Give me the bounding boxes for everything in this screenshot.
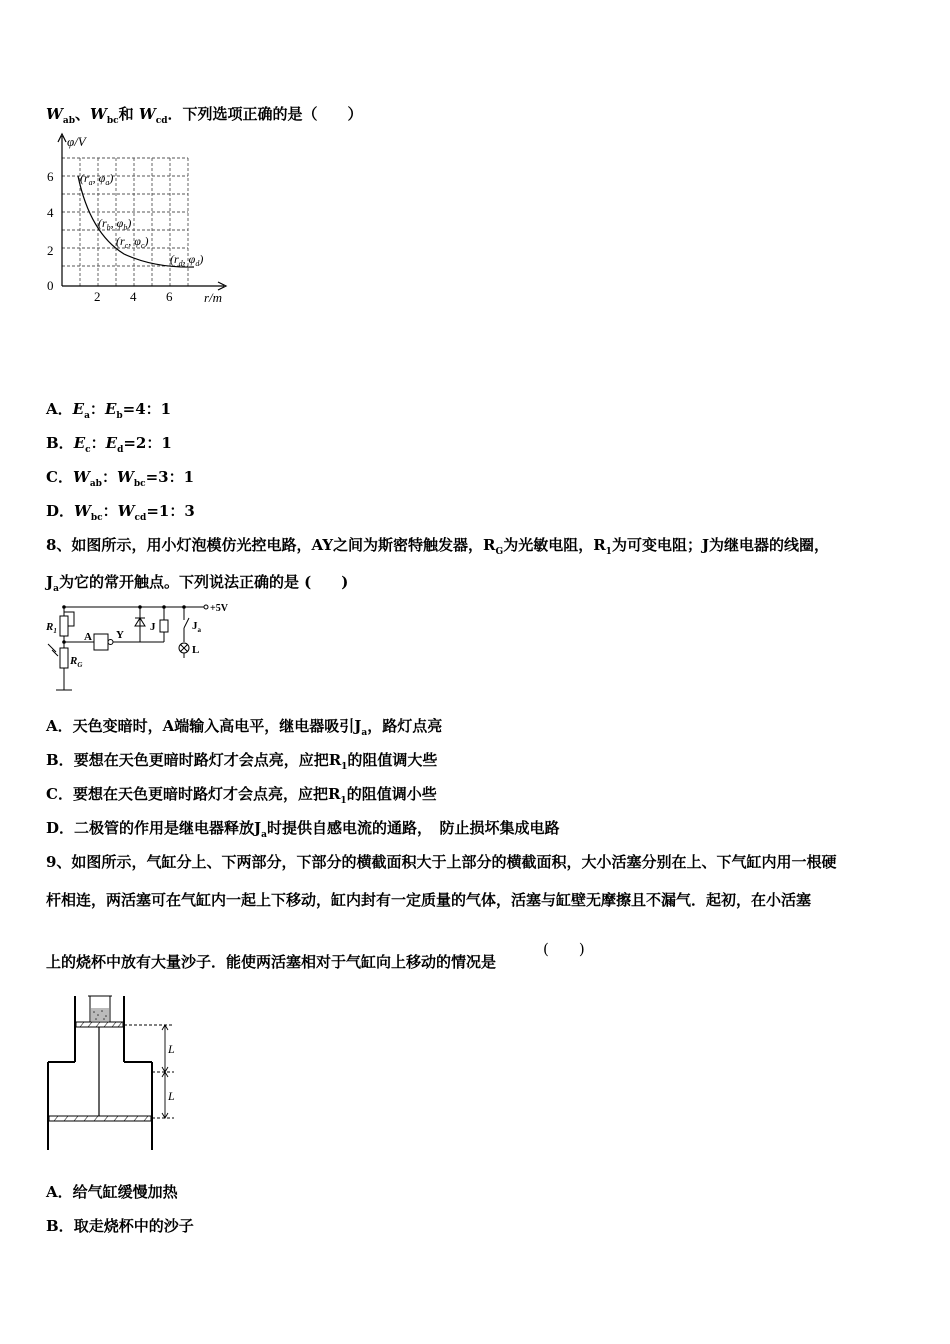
svg-text:Y: Y [116,629,124,641]
svg-text:R1: $R_1$ [46,621,57,635]
svg-text:+5V: +5V [210,603,228,614]
svg-text:L: L [192,644,200,656]
length-label-bottom: L [168,1089,175,1103]
light-control-circuit [44,598,244,702]
svg-text:Ja: $J_a$ [192,620,201,634]
svg-text:J: J [150,621,156,633]
point-d-label: ($r_d$, $\varphi_d$) [170,252,204,268]
q9-stem-line1: 9、如图所示，气缸分上、下两部分，下部分的横截面积大于上部分的横截面积，大小活塞分别在上、下气缸内用一根硬 [46,853,837,871]
gas-cylinder-figure [44,990,194,1159]
y-tick: 0 [47,278,54,293]
x-tick: 2 [94,289,101,304]
q8-option-c: C．要想在天色更暗时路灯才会点亮，应把$R_1$的阻值调小些 [46,785,437,806]
q9-option-a: A．给气缸缓慢加热 [46,1183,178,1201]
x-axis-label: r/m [204,290,223,305]
x-tick: 4 [130,289,137,304]
point-b-label: ($r_b$, $\varphi_b$) [98,216,132,232]
q7-option-a: A．$E_a$：$E_b=4$：1 [46,400,172,421]
point-a-label: ($r_a$, $\varphi_a$) [80,171,114,187]
q9-stem-line2: 杆相连，两活塞可在气缸内一起上下移动，缸内封有一定质量的气体，活塞与缸壁无摩擦且不漏气．起初，在小活塞 [46,891,812,909]
potential-graph [44,128,244,312]
y-tick: 2 [47,243,54,258]
q8-option-a: A．天色变暗时，A端输入高电平，继电器吸引$J_a$，路灯点亮 [46,717,443,738]
q9-answer-bracket: ( ) [543,940,585,958]
q7-intro: $W_{ab}$、$W_{bc}$和 $W_{cd}$．下列选项正确的是（ ） [46,105,363,126]
y-axis-label: φ/V [67,134,86,149]
x-tick: 6 [166,289,173,304]
q8-stem-line2: $J_a$为它的常开触点。下列说法正确的是 ( ) [46,573,349,594]
q8-option-b: B．要想在天色更暗时路灯才会点亮，应把$R_1$的阻值调大些 [46,751,438,772]
q7-option-b: B．$E_c$：$E_d=2$：1 [46,434,172,455]
y-tick: 6 [47,169,54,184]
svg-text:RG: $R_G$ [70,655,83,669]
q8-stem-line1: 8、如图所示，用小灯泡模仿光控电路，AY之间为斯密特触发器，$R_G$为光敏电阻，$R_1$为可变电阻；J为继电器的线圈， [46,536,830,557]
svg-text:A: A [84,631,92,643]
q7-option-d: D．$W_{bc}$：$W_{cd}=1$：3 [46,502,195,523]
q7-option-c: C．$W_{ab}$：$W_{bc}=3$：1 [46,468,195,489]
q9-stem-line3: 上的烧杯中放有大量沙子．能使两活塞相对于气缸向上移动的情况是 [46,953,497,971]
point-c-label: ($r_c$, $\varphi_c$) [116,234,149,250]
q8-option-d: D．二极管的作用是继电器释放$J_a$时提供自感电流的通路， 防止损坏集成电路 [46,819,560,840]
length-label-top: L [168,1042,175,1056]
q9-option-b: B．取走烧杯中的沙子 [46,1217,194,1235]
y-tick: 4 [47,205,54,220]
